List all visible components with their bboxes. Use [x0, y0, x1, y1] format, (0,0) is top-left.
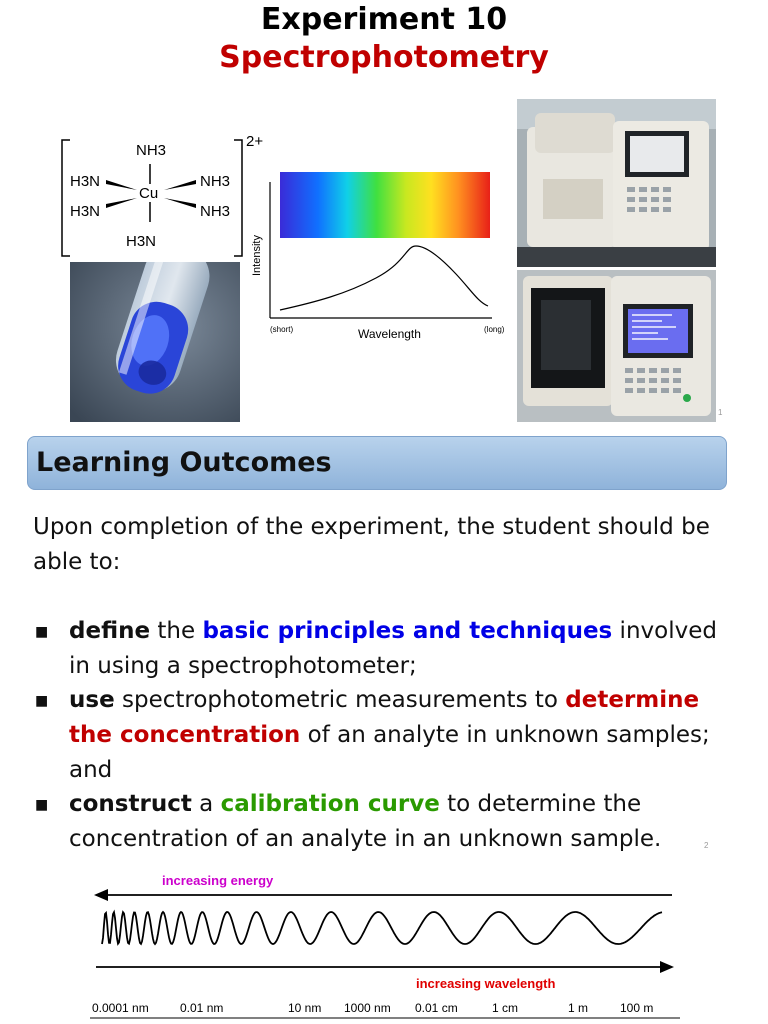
spectrophotometer-photo-closed: [517, 99, 716, 267]
wavelength-label: Wavelength: [358, 327, 421, 341]
wave-curve: [102, 912, 662, 944]
ligand-bottom: H3N: [126, 233, 157, 250]
page-title: Experiment 10: [260, 2, 508, 37]
scale-label: 100 m: [620, 1001, 654, 1015]
ligand-lower-left: H3N: [70, 203, 101, 220]
scale-label: 1 m: [568, 1001, 589, 1015]
page-number: 1: [718, 408, 723, 417]
complex-charge: 2+: [246, 133, 264, 150]
outcome-text: of an analyte in unknown samples; and: [69, 722, 710, 783]
scale-label: 0.0001 nm: [92, 1001, 149, 1015]
outcome-highlight: basic principles and techniques: [202, 618, 613, 644]
scale-label: 1 cm: [492, 1001, 519, 1015]
wavelength-arrow-head: [660, 961, 674, 973]
bullet-marker: ■: [35, 693, 49, 709]
intensity-curve: [280, 246, 488, 310]
scale-label: 1000 nm: [344, 1001, 391, 1015]
scale-label: 10 nm: [288, 1001, 322, 1015]
energy-arrow-head: [94, 889, 108, 901]
outcome-text: the: [150, 618, 203, 644]
intensity-label: Intensity: [251, 235, 263, 276]
bullet-marker: ■: [35, 624, 49, 640]
long-label: (long): [484, 325, 505, 334]
outcome-verb: use: [69, 687, 115, 713]
copper-ammine-complex-diagram: [56, 130, 276, 262]
outcome-item-define: [69, 614, 729, 684]
outcome-highlight: determine the concentration: [69, 687, 700, 748]
outcome-text: spectrophotometric measurements to: [114, 687, 566, 713]
outcome-verb: construct: [69, 791, 192, 817]
ligand-upper-right: NH3: [200, 173, 231, 190]
bullet-marker: ■: [35, 797, 49, 813]
short-label: (short): [270, 325, 294, 334]
ligand-top: NH3: [136, 142, 167, 159]
outcome-text: to determine the concentration of an analyte in an unknown sample.: [69, 791, 662, 852]
page-number: 2: [704, 841, 709, 850]
visible-spectrum-band: [280, 172, 490, 238]
spectrum-intensity-plot: [246, 162, 516, 348]
ligand-lower-right: NH3: [200, 203, 231, 220]
intro-text: Upon completion of the experiment, the student should be able to:: [33, 514, 710, 575]
scale-label: 0.01 cm: [415, 1001, 458, 1015]
wavelength-scale: [92, 1001, 653, 1015]
outcome-text: a: [191, 791, 221, 817]
outcome-item-construct: [69, 787, 729, 857]
increasing-wavelength-label: increasing wavelength: [416, 976, 556, 991]
outcome-item-use: [69, 683, 729, 788]
scale-label: 0.01 nm: [180, 1001, 224, 1015]
test-tube-photo: [70, 262, 240, 422]
outcome-verb: define: [69, 618, 151, 644]
outcome-highlight: calibration curve: [220, 791, 440, 817]
outcome-text: involved in using a spectrophotometer;: [69, 618, 717, 679]
em-wave-diagram: [90, 868, 680, 1024]
spectrophotometer-photo-open: [517, 270, 716, 422]
ligand-upper-left: H3N: [70, 173, 101, 190]
increasing-energy-label: increasing energy: [162, 873, 274, 888]
page-subtitle: Spectrophotometry: [219, 40, 549, 75]
learning-outcomes-heading: Learning Outcomes: [36, 447, 332, 478]
complex-center: Cu: [139, 185, 159, 202]
